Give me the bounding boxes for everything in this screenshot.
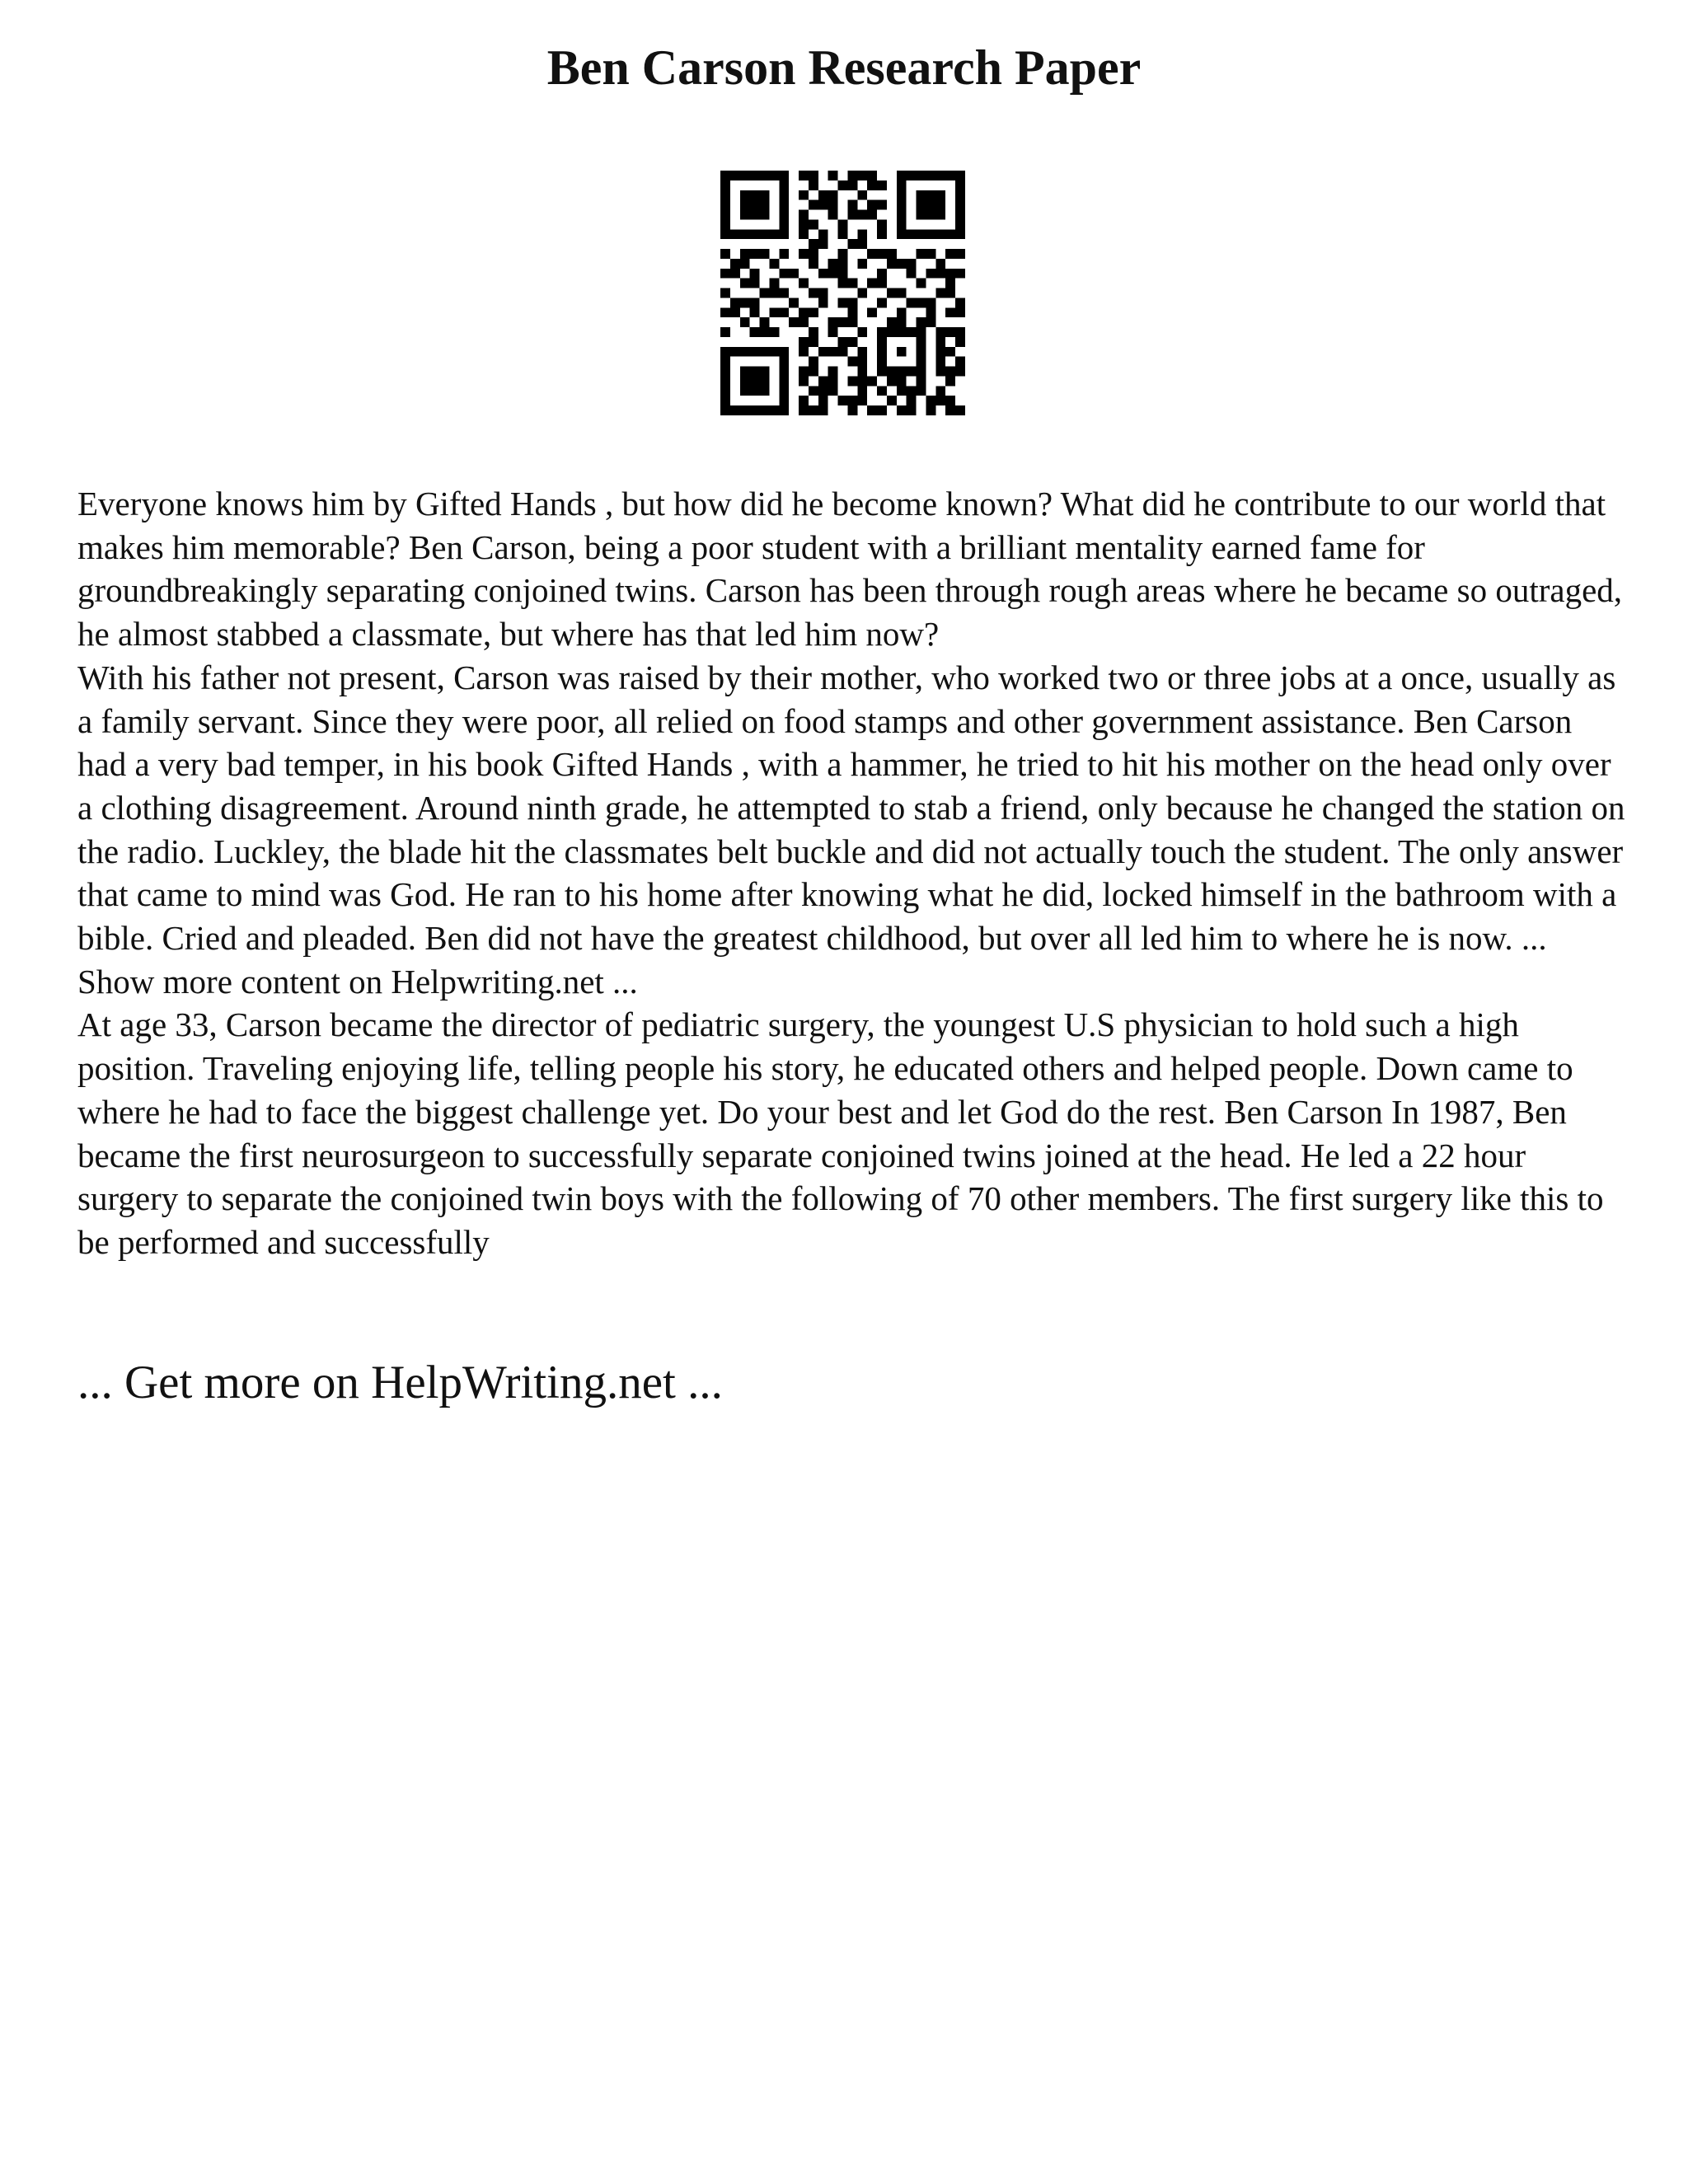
show-more-link[interactable]: Show more content on Helpwriting.net ...	[77, 962, 638, 1001]
paragraph-intro: Everyone knows him by Gifted Hands , but how did he become known? What did he contribute to our world that makes him memorable? Ben Carson, being a poor student with a brilliant mentality earned fame for groundbreakingly separating conjoined twins. Carson has been through rough areas where he became so outraged, he almost stabbed a classmate, but where has that led him now?	[77, 485, 1623, 654]
paragraph-career: At age 33, Carson became the director of pediatric surgery, the youngest U.S physician to hold such a high position. Traveling enjoying life, telling people his story, he educated others and helped people. Down came to where he had to face the biggest challenge yet. Do your best and let God do the rest. Ben Carson In 1987, Ben became the first neurosurgeon to successfully separate conjoined twins joined at the head. He led a 22 hour surgery to separate the conjoined twin boys with the following of 70 other members. The first surgery like this to be performed and successfully	[77, 1005, 1604, 1261]
page-title: Ben Carson Research Paper	[546, 40, 1142, 95]
qr-code-icon	[720, 171, 965, 415]
paragraph-childhood: With his father not present, Carson was raised by their mother, who worked two or three jobs at a once, usually as a family servant. Since they were poor, all relied on food stamps and other government assistance. Ben Carson had a very bad temper, in his book Gifted Hands , with a hammer, he tried to hit his mother on the head only over a clothing disagreement. Around ninth grade, he attempted to stab a friend, only because he changed the station on the radio. Luckley, the blade hit the classmates belt buckle and did not actually touch the student. The only answer that came to mind was God. He ran to his home after knowing what he did, locked himself in the bathroom with a bible. Cried and pleaded. Ben did not have the greatest childhood, but over all led him to where he is now. ...	[77, 658, 1625, 958]
article-body	[77, 482, 1627, 1264]
get-more-link[interactable]: ... Get more on HelpWriting.net ...	[77, 1357, 723, 1408]
